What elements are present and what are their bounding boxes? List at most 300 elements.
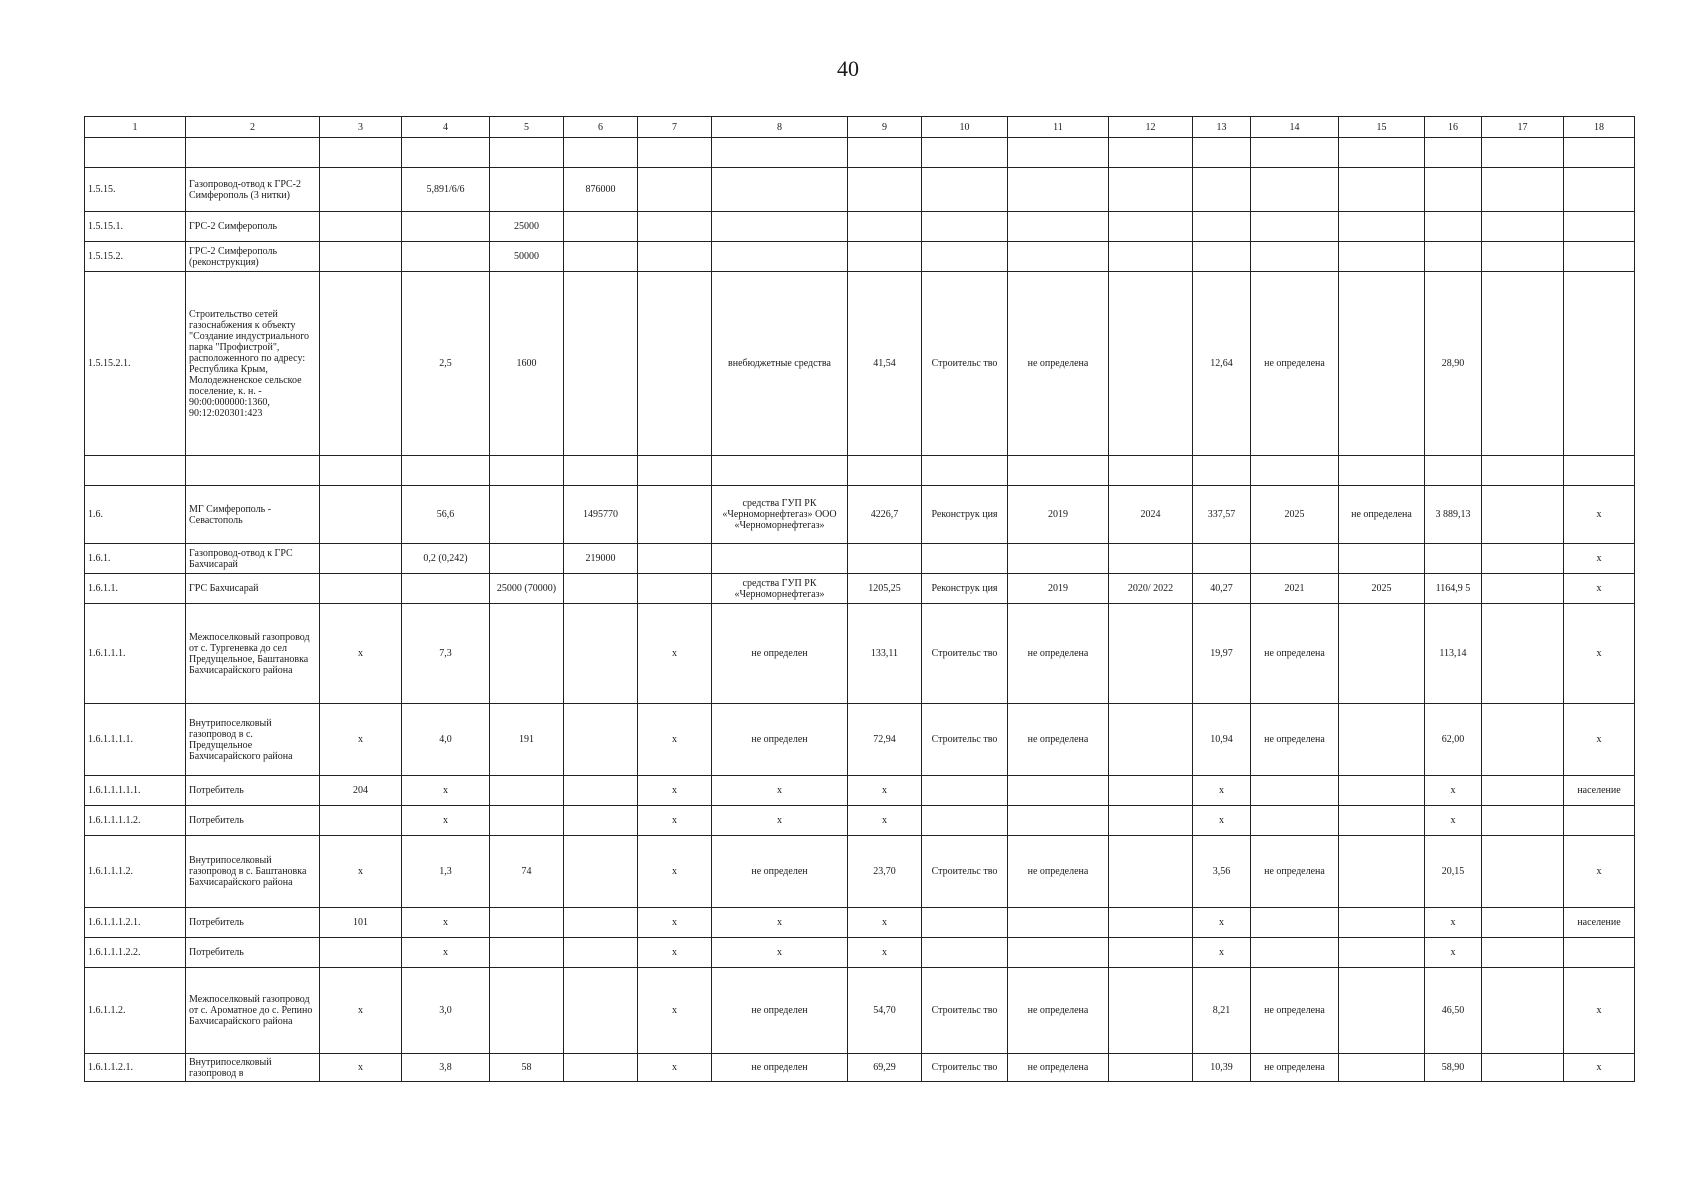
table-cell: х [402, 776, 490, 806]
table-cell: средства ГУП РК «Черноморнефтегаз» ООО «Черноморнефтегаз» [712, 486, 848, 544]
table-cell [490, 456, 564, 486]
table-cell [490, 938, 564, 968]
table-cell: 3,0 [402, 968, 490, 1054]
table-cell [320, 168, 402, 212]
table-cell: Строительство сетей газоснабжения к объекту "Создание индустриального парка "Профистрой", расположенного по адресу: Республика Крым, Молодежненское сельское поселение, к. н. - 90:00:000000:1360, 90:12:020301:423 [186, 272, 320, 456]
table-cell [1339, 544, 1425, 574]
table-cell: 40,27 [1193, 574, 1251, 604]
table-cell: 1,3 [402, 836, 490, 908]
table-cell: х [712, 806, 848, 836]
table-cell: 8,21 [1193, 968, 1251, 1054]
table-cell: х [638, 938, 712, 968]
table-cell [1425, 456, 1482, 486]
table-cell [638, 544, 712, 574]
table-cell: х [848, 938, 922, 968]
table-row [85, 604, 1635, 704]
table-cell: не определена [1251, 836, 1339, 908]
table-cell: х [320, 604, 402, 704]
table-cell [1339, 908, 1425, 938]
table-cell: не определена [1251, 604, 1339, 704]
table-cell: Газопровод-отвод к ГРС Бахчисарай [186, 544, 320, 574]
table-cell: х [320, 968, 402, 1054]
table-row [85, 1054, 1635, 1082]
table-cell [1109, 776, 1193, 806]
table-cell: 1.5.15.2. [85, 242, 186, 272]
table-cell: х [712, 938, 848, 968]
table-cell: 28,90 [1425, 272, 1482, 456]
table-cell: 1.6.1.1.2.1. [85, 1054, 186, 1082]
table-cell: 1205,25 [848, 574, 922, 604]
table-cell: х [848, 776, 922, 806]
table-cell: Межпоселковый газопровод от с. Ароматное до с. Репино Бахчисарайского района [186, 968, 320, 1054]
column-header: 6 [564, 117, 638, 138]
table-cell: не определена [1251, 1054, 1339, 1082]
table-cell [564, 574, 638, 604]
table-cell: 7,3 [402, 604, 490, 704]
table-cell: 1.6. [85, 486, 186, 544]
table-cell [1339, 138, 1425, 168]
table-cell [1109, 168, 1193, 212]
table-cell: 1.6.1.1.1. [85, 604, 186, 704]
table-cell: Внутрипоселковый газопровод в с. Баштановка Бахчисарайского района [186, 836, 320, 908]
table-cell: не определен [712, 1054, 848, 1082]
table-cell: х [1425, 908, 1482, 938]
table-row [85, 486, 1635, 544]
table-cell [1251, 544, 1339, 574]
table-cell [922, 242, 1008, 272]
table-cell: 4226,7 [848, 486, 922, 544]
table-cell [564, 806, 638, 836]
table-cell [490, 776, 564, 806]
table-cell [1008, 776, 1109, 806]
table-row [85, 168, 1635, 212]
table-cell [848, 242, 922, 272]
table-row [85, 272, 1635, 456]
table-cell: 58 [490, 1054, 564, 1082]
table-cell: средства ГУП РК «Черноморнефтегаз» [712, 574, 848, 604]
table-cell: 1.6.1.1.1.2.1. [85, 908, 186, 938]
table-cell: 1.6.1.1.1.2. [85, 836, 186, 908]
table-cell: Газопровод-отвод к ГРС-2 Симферополь (3 нитки) [186, 168, 320, 212]
table-cell: 1.6.1.1.1.1.1. [85, 776, 186, 806]
table-cell: х [638, 806, 712, 836]
table-cell [1251, 908, 1339, 938]
table-cell: х [1425, 806, 1482, 836]
table-cell [922, 908, 1008, 938]
table-cell: х [1193, 806, 1251, 836]
table-cell: х [1564, 836, 1635, 908]
table-cell: х [402, 908, 490, 938]
table-cell [320, 212, 402, 242]
table-cell: х [1564, 486, 1635, 544]
table-cell: Внутрипоселковый газопровод в с. Предущельное Бахчисарайского района [186, 704, 320, 776]
table-cell [638, 456, 712, 486]
table-row [85, 908, 1635, 938]
table-cell: внебюджетные средства [712, 272, 848, 456]
table-cell: х [1193, 938, 1251, 968]
table-cell: х [638, 908, 712, 938]
table-cell [922, 168, 1008, 212]
table-row [85, 242, 1635, 272]
table-cell [1109, 272, 1193, 456]
table-cell [1193, 168, 1251, 212]
table-cell [1564, 138, 1635, 168]
table-cell [1564, 938, 1635, 968]
column-header: 10 [922, 117, 1008, 138]
table-cell [922, 806, 1008, 836]
table-cell [1564, 456, 1635, 486]
table-cell [402, 456, 490, 486]
column-header: 8 [712, 117, 848, 138]
table-cell [1482, 486, 1564, 544]
table-cell [922, 776, 1008, 806]
table-cell: 19,97 [1193, 604, 1251, 704]
table-cell [1251, 168, 1339, 212]
table-cell: население [1564, 908, 1635, 938]
table-cell [490, 168, 564, 212]
table-cell [638, 212, 712, 242]
table-cell [564, 908, 638, 938]
table-cell [1339, 1054, 1425, 1082]
table-cell [1339, 938, 1425, 968]
table-cell [1339, 272, 1425, 456]
table-cell [712, 138, 848, 168]
table-cell [922, 544, 1008, 574]
table-cell [638, 486, 712, 544]
table-cell: 1600 [490, 272, 564, 456]
table-cell [1251, 212, 1339, 242]
table-cell: 1.6.1.1.2. [85, 968, 186, 1054]
header-row [85, 117, 1635, 138]
table-cell [564, 938, 638, 968]
table-cell: ГРС-2 Симферополь [186, 212, 320, 242]
table-row [85, 968, 1635, 1054]
table-cell: х [320, 836, 402, 908]
table-cell: 1.6.1.1.1.1.2. [85, 806, 186, 836]
table-cell [1339, 836, 1425, 908]
table-cell [186, 456, 320, 486]
table-cell [1482, 1054, 1564, 1082]
table-cell [1564, 806, 1635, 836]
table-cell [1425, 168, 1482, 212]
table-cell: 2025 [1339, 574, 1425, 604]
table-cell: 3,8 [402, 1054, 490, 1082]
table-cell: не определена [1008, 968, 1109, 1054]
table-cell [712, 456, 848, 486]
table-cell: х [1564, 544, 1635, 574]
table-cell [1339, 704, 1425, 776]
table-cell [922, 456, 1008, 486]
table-cell [1482, 604, 1564, 704]
table-cell [1425, 212, 1482, 242]
table-cell [1251, 806, 1339, 836]
table-cell [848, 138, 922, 168]
table-cell [1564, 168, 1635, 212]
table-cell: х [638, 968, 712, 1054]
table-cell [320, 806, 402, 836]
table-cell [1482, 968, 1564, 1054]
table-cell [1008, 138, 1109, 168]
table-cell [1008, 456, 1109, 486]
table-cell: не определен [712, 968, 848, 1054]
table-cell: 2024 [1109, 486, 1193, 544]
table-cell [1109, 212, 1193, 242]
table-cell [712, 544, 848, 574]
table-cell [1251, 776, 1339, 806]
table-cell: Потребитель [186, 908, 320, 938]
table-cell [1008, 168, 1109, 212]
table-cell: 219000 [564, 544, 638, 574]
table-cell [490, 604, 564, 704]
table-cell [1008, 212, 1109, 242]
table-cell [1109, 968, 1193, 1054]
table-cell [1482, 806, 1564, 836]
table-cell: х [1564, 704, 1635, 776]
table-cell: 62,00 [1425, 704, 1482, 776]
table-cell: х [638, 836, 712, 908]
table-cell [1482, 836, 1564, 908]
table-row [85, 836, 1635, 908]
table-cell: 3,56 [1193, 836, 1251, 908]
table-cell: не определена [1251, 704, 1339, 776]
table-cell [1339, 456, 1425, 486]
table-cell [1251, 456, 1339, 486]
table-cell [186, 138, 320, 168]
table-cell [1482, 212, 1564, 242]
table-row [85, 544, 1635, 574]
table-cell: х [848, 908, 922, 938]
table-cell [1482, 456, 1564, 486]
table-cell [712, 168, 848, 212]
blank-row [85, 456, 1635, 486]
column-header: 1 [85, 117, 186, 138]
table-cell: 25000 (70000) [490, 574, 564, 604]
table-cell [1109, 806, 1193, 836]
table-cell: 20,15 [1425, 836, 1482, 908]
table-cell [1482, 704, 1564, 776]
table-cell [1482, 908, 1564, 938]
table-row [85, 212, 1635, 242]
table-cell: 1.5.15.2.1. [85, 272, 186, 456]
table-cell: не определена [1008, 1054, 1109, 1082]
column-header: 7 [638, 117, 712, 138]
column-header: 16 [1425, 117, 1482, 138]
table-row [85, 574, 1635, 604]
table-cell [320, 138, 402, 168]
table-cell: 3 889,13 [1425, 486, 1482, 544]
column-header: 9 [848, 117, 922, 138]
table-cell [320, 456, 402, 486]
table-cell: Строительс тво [922, 836, 1008, 908]
table-cell [490, 908, 564, 938]
table-cell [402, 212, 490, 242]
table-cell [1339, 968, 1425, 1054]
table-cell [638, 168, 712, 212]
column-header: 18 [1564, 117, 1635, 138]
table-cell [564, 212, 638, 242]
table-cell: 101 [320, 908, 402, 938]
table-cell: 1.5.15. [85, 168, 186, 212]
table-cell [1564, 212, 1635, 242]
table-cell: не определен [712, 836, 848, 908]
table-cell: 4,0 [402, 704, 490, 776]
table-cell: 1495770 [564, 486, 638, 544]
table-cell [320, 242, 402, 272]
table-cell: Потребитель [186, 938, 320, 968]
table-cell: не определена [1339, 486, 1425, 544]
page-number: 40 [837, 56, 859, 81]
table-cell [848, 212, 922, 242]
table-cell: х [1564, 968, 1635, 1054]
column-header: 11 [1008, 117, 1109, 138]
table-cell [638, 242, 712, 272]
table-cell: 2019 [1008, 574, 1109, 604]
column-header: 3 [320, 117, 402, 138]
table-cell: 50000 [490, 242, 564, 272]
table-cell: х [1564, 574, 1635, 604]
table-cell [712, 212, 848, 242]
table-cell [320, 574, 402, 604]
table-cell: х [402, 938, 490, 968]
table-cell [1109, 908, 1193, 938]
table-cell [1109, 456, 1193, 486]
table-cell [1193, 138, 1251, 168]
table-cell: 23,70 [848, 836, 922, 908]
table-cell [564, 138, 638, 168]
table-cell [1109, 704, 1193, 776]
table-cell [1193, 456, 1251, 486]
table-cell [1109, 938, 1193, 968]
table-cell: 69,29 [848, 1054, 922, 1082]
table-cell [490, 544, 564, 574]
column-header: 17 [1482, 117, 1564, 138]
table-cell [564, 836, 638, 908]
table-cell [1193, 544, 1251, 574]
table-cell: 10,94 [1193, 704, 1251, 776]
table-cell [490, 806, 564, 836]
table-cell [922, 138, 1008, 168]
table-cell [1008, 806, 1109, 836]
table-cell: 1.6.1.1.1.2.2. [85, 938, 186, 968]
table-cell: Строительс тво [922, 272, 1008, 456]
table-cell: 2021 [1251, 574, 1339, 604]
table-cell [320, 486, 402, 544]
table-cell: Строительс тво [922, 704, 1008, 776]
table-cell [848, 168, 922, 212]
table-cell [320, 938, 402, 968]
table-cell [848, 456, 922, 486]
table-cell: х [638, 704, 712, 776]
table-cell [320, 272, 402, 456]
table-cell: 54,70 [848, 968, 922, 1054]
table-cell: не определена [1008, 272, 1109, 456]
blank-row [85, 138, 1635, 168]
table-cell: х [320, 1054, 402, 1082]
table-cell [1339, 242, 1425, 272]
table-cell: х [712, 776, 848, 806]
table-cell: 0,2 (0,242) [402, 544, 490, 574]
table-row [85, 938, 1635, 968]
table-cell [638, 574, 712, 604]
table-cell: 25000 [490, 212, 564, 242]
table-cell [564, 604, 638, 704]
table-cell: х [1193, 908, 1251, 938]
table-cell: 5,891/6/6 [402, 168, 490, 212]
table-cell: 1.6.1.1.1.1. [85, 704, 186, 776]
table-cell: ГРС Бахчисарай [186, 574, 320, 604]
table-cell [1425, 138, 1482, 168]
table-cell [1109, 1054, 1193, 1082]
table-cell: МГ Симферополь - Севастополь [186, 486, 320, 544]
table-cell: х [638, 776, 712, 806]
table-cell: не определена [1008, 836, 1109, 908]
table-cell [1008, 908, 1109, 938]
table-cell: не определен [712, 604, 848, 704]
table-cell: Потребитель [186, 776, 320, 806]
table-cell: х [1425, 938, 1482, 968]
table-cell [490, 968, 564, 1054]
table-cell: 1.5.15.1. [85, 212, 186, 242]
table-cell [490, 138, 564, 168]
table-cell [564, 776, 638, 806]
table-cell: 1.6.1. [85, 544, 186, 574]
table-cell: 1164,9 5 [1425, 574, 1482, 604]
table-cell: не определена [1251, 968, 1339, 1054]
table-cell [1109, 138, 1193, 168]
table-cell: Реконструк ция [922, 574, 1008, 604]
table-cell: не определена [1251, 272, 1339, 456]
table-cell [1564, 272, 1635, 456]
table-cell [638, 272, 712, 456]
table-cell: 12,64 [1193, 272, 1251, 456]
table-cell: х [402, 806, 490, 836]
table-cell: Строительс тво [922, 1054, 1008, 1082]
table-cell [848, 544, 922, 574]
data-table [84, 116, 1635, 1082]
table-cell: 133,11 [848, 604, 922, 704]
table-cell [922, 212, 1008, 242]
table-cell [564, 272, 638, 456]
table-cell: 2025 [1251, 486, 1339, 544]
table-cell: х [320, 704, 402, 776]
table-cell: Внутрипоселковый газопровод в [186, 1054, 320, 1082]
table-cell [1482, 776, 1564, 806]
table-row [85, 806, 1635, 836]
column-header: 14 [1251, 117, 1339, 138]
table-cell [85, 138, 186, 168]
table-cell: Потребитель [186, 806, 320, 836]
table-cell: Строительс тво [922, 604, 1008, 704]
table-cell [490, 486, 564, 544]
table-cell: х [712, 908, 848, 938]
table-cell: х [638, 604, 712, 704]
table-cell: 204 [320, 776, 402, 806]
table-cell [1339, 806, 1425, 836]
column-header: 4 [402, 117, 490, 138]
table-cell: 56,6 [402, 486, 490, 544]
table-cell [85, 456, 186, 486]
table-cell [712, 242, 848, 272]
table-cell [1482, 544, 1564, 574]
table-cell [1251, 242, 1339, 272]
table-cell [1008, 242, 1109, 272]
table-cell: 10,39 [1193, 1054, 1251, 1082]
table-cell: 46,50 [1425, 968, 1482, 1054]
table-cell [564, 704, 638, 776]
table-cell [564, 242, 638, 272]
table-cell [402, 574, 490, 604]
table-cell [1109, 836, 1193, 908]
